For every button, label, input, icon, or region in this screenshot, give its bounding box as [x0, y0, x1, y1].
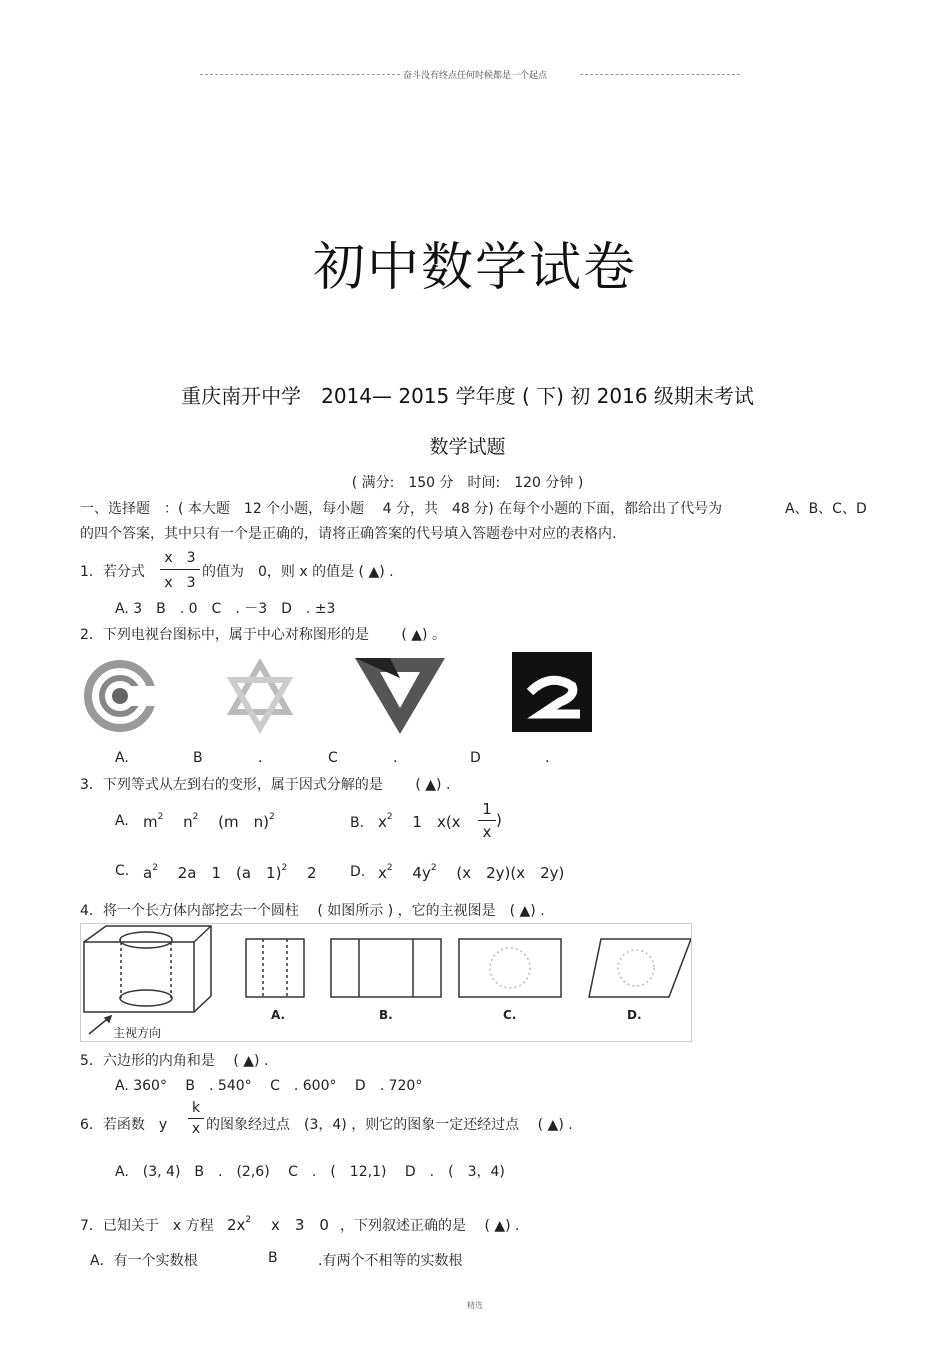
q6-numerator: k: [191, 1100, 201, 1116]
q7-equation: [227, 1214, 329, 1235]
q1-prefix: 1．若分式: [80, 564, 145, 580]
q2-text: 2．下列电视台图标中，属于中心对称图形的是 ( ▲) 。: [80, 627, 446, 643]
q7-prefix: 7．已知关于 x 方程: [80, 1218, 214, 1234]
q3-a-sup2: 2: [192, 812, 199, 822]
q3-d-expr: [378, 862, 564, 883]
q3-c-sup1: 2: [152, 863, 158, 873]
q7-suffix: ，下列叙述正确的是 ( ▲) .: [340, 1218, 520, 1234]
q3-a-m: m: [143, 813, 158, 831]
q4-option-b-view: [331, 939, 441, 997]
q4-figure-drawing: [81, 924, 691, 1041]
logo-d-square: [512, 652, 592, 732]
q4-box-3d: [84, 926, 211, 1034]
q2-dot-b: .: [258, 750, 263, 766]
q2-label-b: B: [193, 750, 203, 766]
q2-dot-d: .: [545, 750, 550, 766]
q4-fig-caption: 主视方向: [113, 1026, 162, 1040]
q2-dot-c: .: [393, 750, 398, 766]
q6-fraction-bar: [188, 1118, 204, 1119]
q7-option-a: A．有一个实数根: [90, 1253, 198, 1269]
q3-c-expr: [143, 862, 317, 883]
header-rule-right: [580, 74, 740, 75]
q3-b-numerator: 1: [482, 800, 492, 818]
logo-c-v: [355, 658, 445, 734]
q2-label-c: C: [328, 750, 338, 766]
q3-c-a: a: [143, 864, 153, 882]
q7-option-b: .有两个不相等的实数根: [318, 1253, 463, 1269]
q1-fraction: [160, 547, 200, 592]
q6-prefix: 6．若函数 y: [80, 1117, 168, 1133]
section1-line1-options: A、B、C、D: [785, 501, 867, 517]
q1-denominator: x 3: [164, 575, 196, 591]
q3-b-sup: 2: [386, 812, 393, 822]
q3-a-rest: (m n): [218, 813, 269, 831]
q1-suffix: 的值为 0，则 x 的值是 ( ▲) .: [202, 564, 394, 580]
q4-text: 4．将一个长方体内部挖去一个圆柱 ( 如图所示 ) ，它的主视图是 ( ▲) .: [80, 903, 545, 919]
q4-figure: [80, 923, 692, 1042]
q3-a-sup3: 2: [269, 812, 275, 822]
q5-options: A. 360° B . 540° C . 600° D . 720°: [115, 1078, 423, 1094]
q4-label-c: C.: [503, 1008, 517, 1022]
q7-eq-a: 2x: [227, 1216, 246, 1234]
q3-text: 3．下列等式从左到右的变形，属于因式分解的是 ( ▲) .: [80, 777, 451, 793]
q2-label-a: A.: [115, 750, 129, 766]
q2-logo-images: [80, 652, 592, 738]
q3-b-close: ): [496, 811, 502, 829]
q3-d-sup1: 2: [386, 863, 393, 873]
q2-label-d: D: [470, 750, 481, 766]
page-title: 初中数学试卷: [312, 238, 637, 298]
q3-b-label: B.: [350, 815, 365, 831]
q3-c-label: C.: [115, 863, 130, 879]
q4-label-a: A.: [271, 1008, 286, 1022]
q1-numerator: x 3: [164, 550, 196, 566]
q7-eq-rest: x 3 0: [270, 1216, 329, 1234]
q3-b-expr: [378, 811, 461, 832]
q3-d-mid: 4y: [412, 864, 431, 882]
q6-fraction: [188, 1100, 204, 1137]
q3-b-x: x: [378, 813, 387, 831]
q3-d-rest: (x 2y)(x 2y): [456, 864, 565, 882]
q4-option-c-view: [459, 939, 561, 997]
subject-title: 数学试题: [429, 436, 506, 458]
q5-text: 5．六边形的内角和是 ( ▲) .: [80, 1053, 269, 1069]
q6-denominator: x: [191, 1121, 201, 1137]
q3-d-label: D.: [350, 864, 366, 880]
q3-b-denominator: x: [482, 823, 492, 841]
q3-a-expr: [143, 811, 275, 832]
header-motto: 奋斗没有终点任何时候都是一个起点: [402, 71, 547, 81]
q1-options: A. 3 B . 0 C . －3 D . ±3: [115, 601, 336, 617]
q3-a-sup1: 2: [157, 812, 164, 822]
q3-c-rest: 2a 1 (a 1): [177, 864, 282, 882]
q7-eq-sup: 2: [245, 1215, 252, 1225]
q3-d-x: x: [378, 864, 387, 882]
section1-line1: 一、选择题 ：( 本大题 12 个小题，每小题 4 分，共 48 分) 在每个小题的下面，都给出了代号为: [80, 501, 723, 517]
q3-a-label: A.: [115, 813, 129, 829]
q3-c-end: 2: [306, 864, 317, 882]
q2-logo-strip: [80, 652, 592, 738]
logo-b-star: [232, 664, 288, 728]
q4-label-b: B.: [379, 1008, 393, 1022]
exam-info: ( 满分: 150 分 时间: 120 分钟 ): [351, 475, 584, 491]
q3-b-fraction: [478, 800, 496, 841]
q3-b-rest: 1 x(x: [412, 813, 461, 831]
q3-c-sup2: 2: [281, 863, 288, 873]
q4-option-d-view: [589, 939, 691, 997]
logo-a-rings: [88, 664, 160, 728]
q3-a-n: n: [183, 813, 193, 831]
q7-option-b-label: B: [268, 1250, 278, 1266]
q1-fraction-bar: [160, 569, 200, 570]
q3-b-fraction-bar: [478, 820, 496, 821]
exam-title: 重庆南开中学 2014— 2015 学年度 ( 下) 初 2016 级期末考试: [181, 384, 754, 408]
q6-suffix: 的图象经过点 (3，4) ，则它的图象一定还经过点 ( ▲) .: [206, 1117, 573, 1133]
q4-option-a-view: [246, 939, 304, 997]
footer-text: 精选: [467, 1301, 483, 1310]
q6-options: A. (3, 4) B . (2,6) C . ( 12,1) D . ( 3，4): [115, 1164, 505, 1180]
q3-d-sup2: 2: [430, 863, 437, 873]
q4-label-d: D.: [627, 1008, 642, 1022]
section1-line2: 的四个答案，其中只有一个是正确的，请将正确答案的代号填入答题卷中对应的表格内.: [80, 526, 617, 542]
